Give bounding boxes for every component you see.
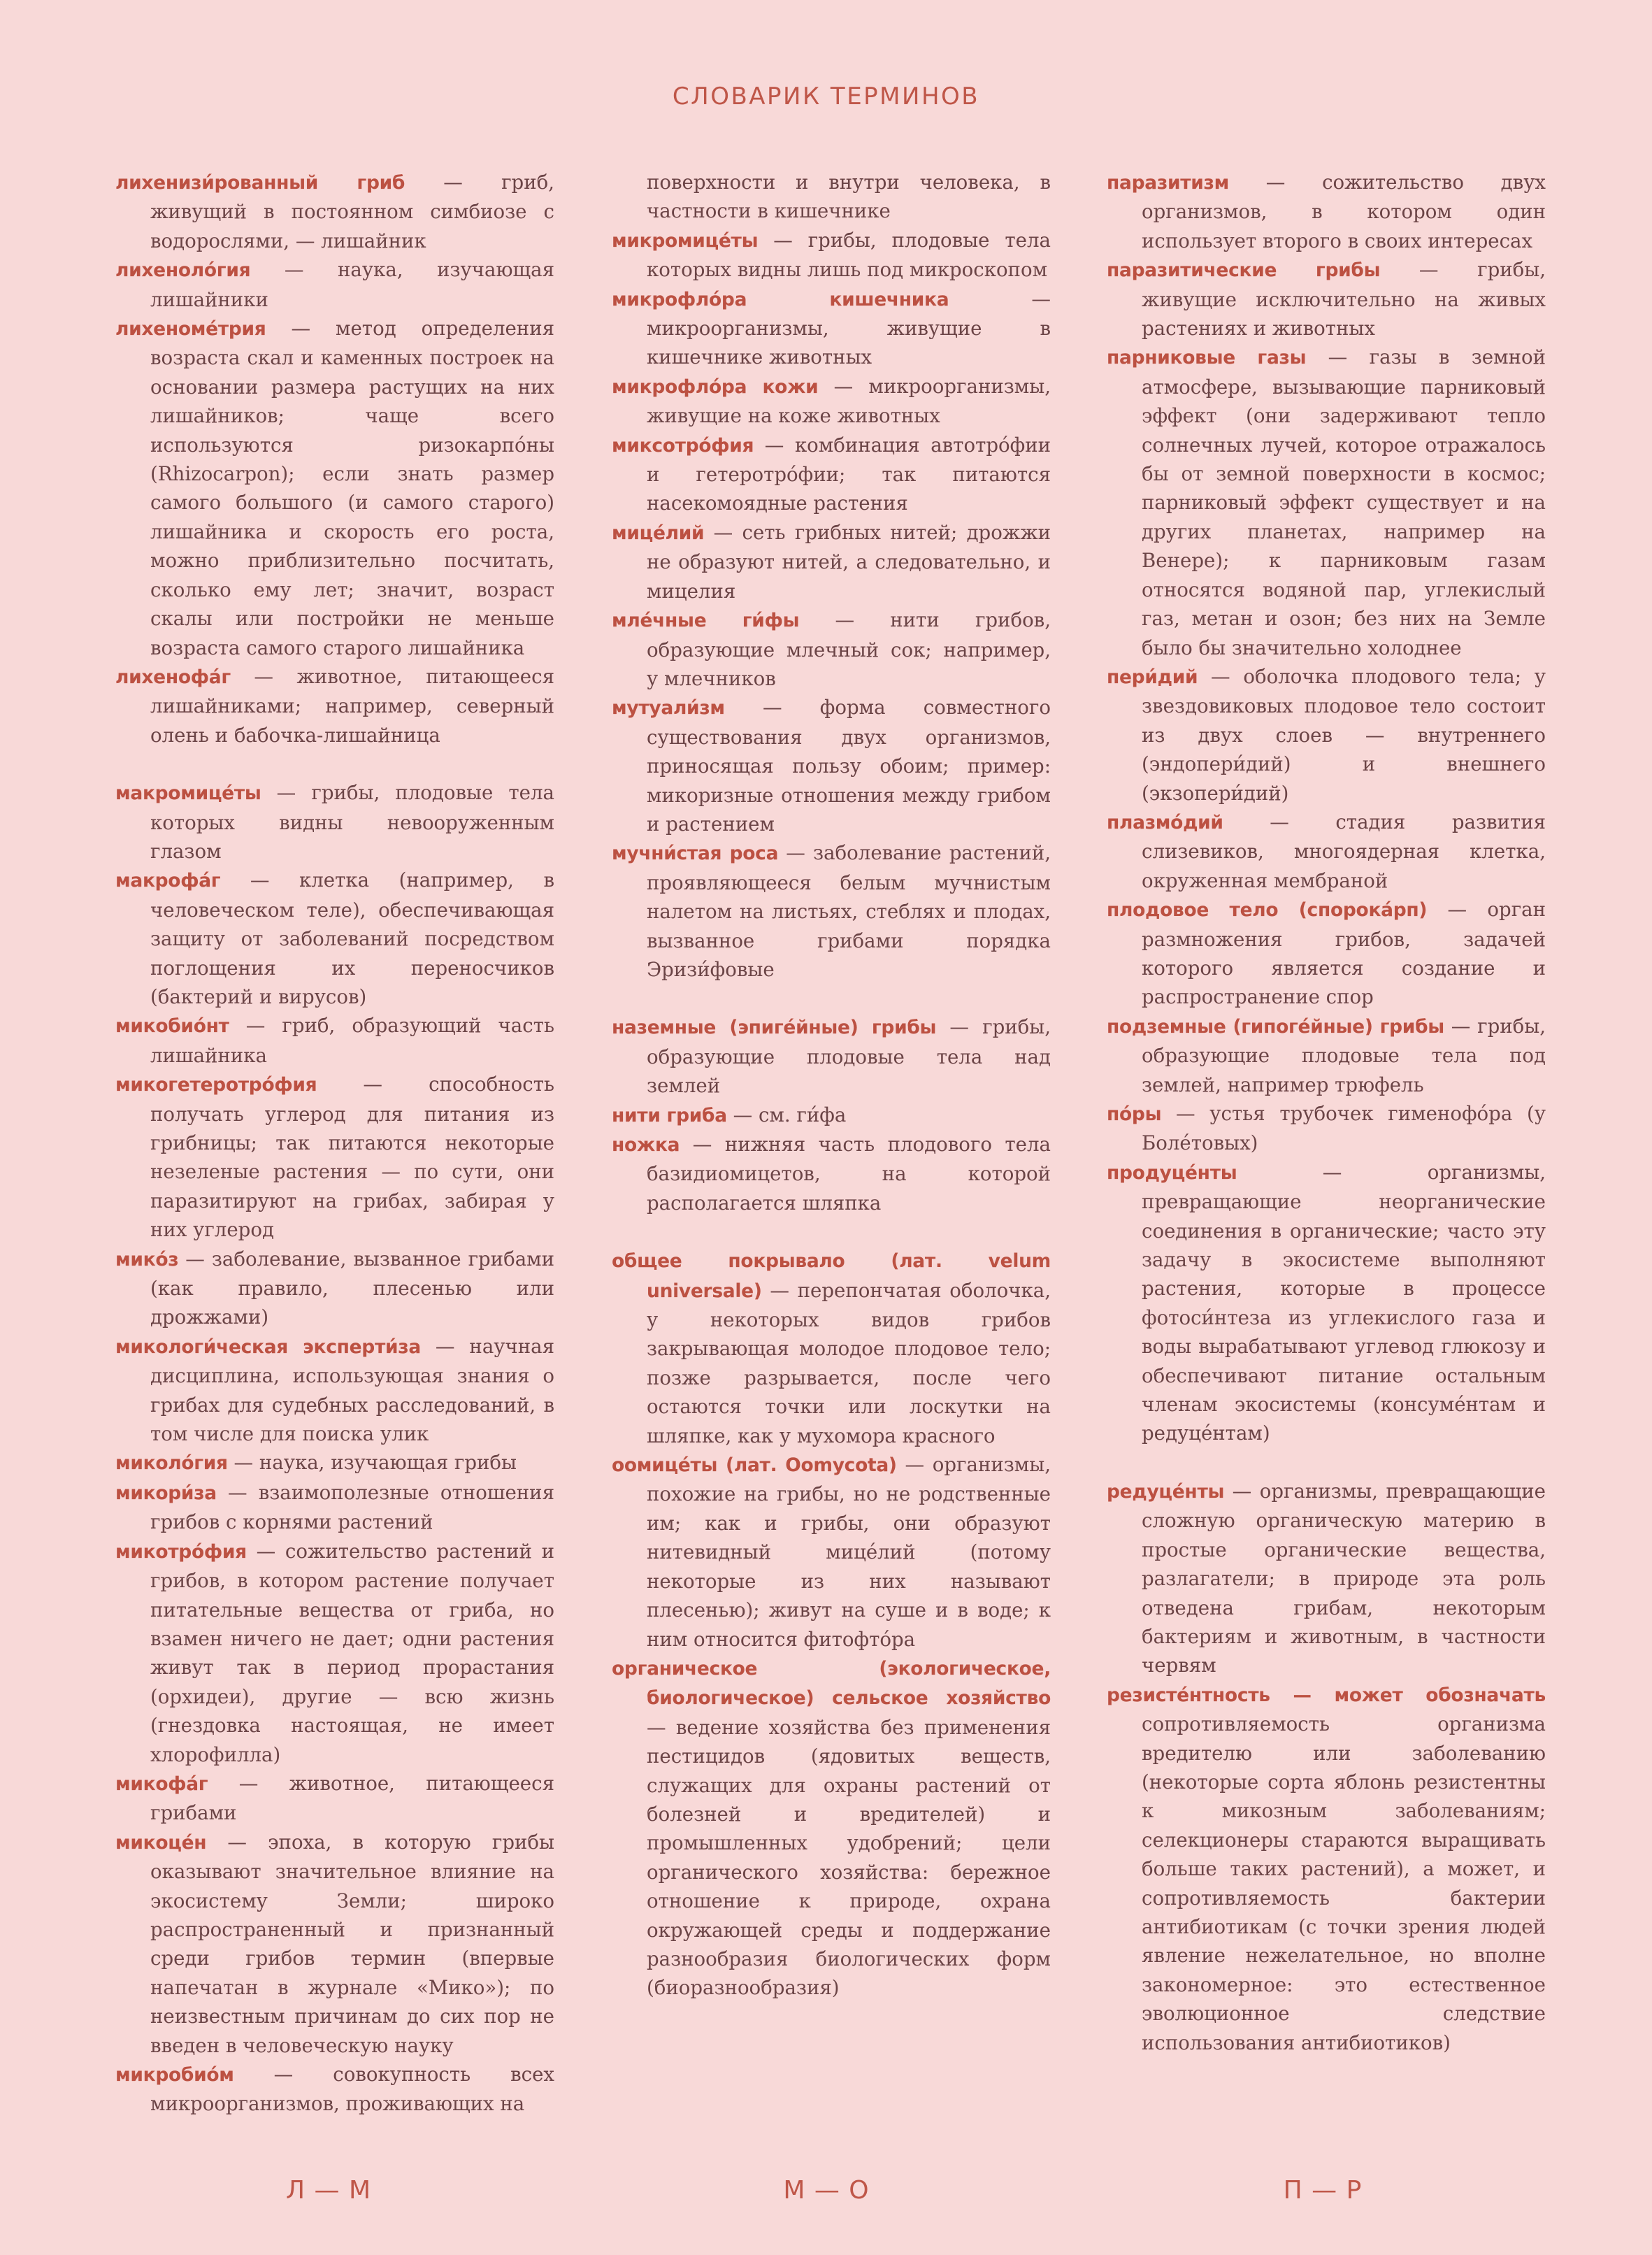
glossary-definition: — нижняя часть плодового тела базидиомицетов, на которой располагается шляпка	[647, 1133, 1051, 1215]
glossary-definition: — заболевание, вызванное грибами (как правило, плесенью или дрожжами)	[150, 1247, 554, 1329]
glossary-entry	[115, 1011, 554, 1070]
glossary-term: паразитизм	[1107, 172, 1229, 194]
glossary-term: редуце́нты	[1107, 1480, 1225, 1503]
glossary-definition: — грибы, образующие плодовые тела над землей	[647, 1015, 1051, 1098]
glossary-entry	[115, 255, 554, 314]
footer-range-left: Л — М	[285, 2176, 372, 2205]
glossary-term: микобио́нт	[115, 1015, 229, 1038]
glossary-definition: — оболочка плодового тела; у звездовиковых плодовое тело состоит из двух слоев — внутреннего (эндопери́дий) и внешнего (экзопери́дий)	[1142, 664, 1546, 805]
glossary-entry	[612, 693, 1051, 838]
glossary-entry	[1107, 895, 1546, 1012]
glossary-entry	[1107, 1680, 1546, 2057]
glossary-definition: — форма совместного существования двух организмов, приносящая пользу обоим; пример: микоризные отношения между грибом и растением	[647, 696, 1051, 836]
glossary-term: наземные (эпиге́йные) грибы	[612, 1017, 937, 1039]
glossary-term: плодовое тело (спорока́рп)	[1107, 899, 1428, 922]
glossary-entry	[115, 2060, 554, 2119]
glossary-term: лихенизи́рованный гриб	[115, 172, 405, 194]
glossary-definition: — гриб, образующий часть лишайника	[150, 1014, 554, 1067]
glossary-definition: — грибы, плодовые тела которых видны невооруженным глазом	[150, 781, 554, 863]
glossary-term: микотро́фия	[115, 1540, 247, 1563]
glossary-definition: — наука, изучающая грибы	[227, 1451, 517, 1475]
glossary-term: микори́за	[115, 1482, 217, 1504]
glossary-term: мико́з	[115, 1248, 179, 1270]
glossary-entry	[115, 866, 554, 1011]
glossary-term: миксотро́фия	[612, 434, 754, 457]
glossary-definition: — газы в земной атмосфере, вызывающие парниковый эффект (они задерживают тепло солнечных лучей, которое отражалось бы от земной поверхности в космос; парниковый эффект существует и на других планетах, например на Венере); к парниковым газам относятся водяной пар, углекислый газ, метан и озон; без них на Земле было бы значительно холоднее	[1142, 345, 1546, 659]
glossary-entry	[612, 1101, 1051, 1130]
glossary-term: подземные (гипоге́йные) грибы	[1107, 1015, 1444, 1038]
glossary-term: мице́лий	[612, 522, 705, 544]
glossary-term: микрофло́ра кишечника	[612, 288, 949, 310]
glossary-entry	[612, 1130, 1051, 1217]
glossary-definition: — грибы, образующие плодовые тела под землей, например трюфель	[1142, 1014, 1546, 1096]
glossary-entry	[115, 1478, 554, 1537]
glossary-entry	[612, 1012, 1051, 1100]
glossary-column-3	[1107, 168, 1546, 2057]
glossary-term: лихеноме́трия	[115, 318, 266, 341]
glossary-term: продуце́нты	[1107, 1161, 1237, 1184]
glossary-column-2	[612, 168, 1051, 2003]
glossary-definition: — животное, питающееся грибами	[150, 1771, 554, 1825]
glossary-term: органическое (экологическое, биологическое) сельское хозяйство	[612, 1657, 1051, 1710]
glossary-entry	[1107, 808, 1546, 895]
glossary-term: макромице́ты	[115, 782, 261, 805]
glossary-definition: — взаимополезные отношения грибов с корнями растений	[150, 1480, 554, 1534]
glossary-term: паразитические грибы	[1107, 259, 1381, 282]
glossary-definition: — сожительство растений и грибов, в котором растение получает питательные вещества от гриба, но взамен ничего не дает; одни растения живут так в период прорастания (орхидеи), другие — всю жизнь (гнездовка настоящая, не имеет хлорофилла)	[150, 1539, 554, 1766]
glossary-entry	[612, 838, 1051, 984]
glossary-definition: — ведение хозяйства без применения пестицидов (ядовитых веществ, служащих для охраны растений от болезней и вредителей) и промышленных удобрений; цели органического хозяйства: бережное отношение к природе, охрана окружающей среды и поддержание разнообразия биологических форм (биоразнообразия)	[647, 1715, 1051, 2000]
glossary-entry	[1107, 1012, 1546, 1099]
glossary-term: микоце́н	[115, 1831, 207, 1854]
glossary-entry	[612, 1654, 1051, 2003]
glossary-continuation: поверхности и внутри человека, в частности в кишечнике	[647, 171, 1051, 223]
glossary-column-1	[115, 168, 554, 2119]
glossary-definition: — грибы, плодовые тела которых видны лишь под микроскопом	[647, 228, 1051, 282]
glossary-entry	[115, 1448, 554, 1477]
glossary-entry	[612, 431, 1051, 518]
glossary-definition: — животное, питающееся лишайниками; например, северный олень и бабочка-лишайница	[150, 664, 554, 747]
glossary-definition: сопротивляемость организма вредителю или заболеванию (некоторые сорта яблонь резистентны к микозным заболеваниям; селекционеры стараются выращивать больше таких растений), а может, и сопротивляемость бактерии антибиотикам (с точки зрения людей явление нежелательное, но вполне закономерное: это естественное эволюционное следствие использования антибиотиков)	[1142, 1712, 1546, 2054]
glossary-entry	[1107, 343, 1546, 661]
glossary-entry	[115, 1828, 554, 2060]
glossary-definition: — организмы, превращающие сложную органическую материю в простые органические вещества, разлагатели; в природе эта роль отведена грибам, некоторым бактериям и животным, в частности червям	[1142, 1479, 1546, 1677]
glossary-entry	[115, 778, 554, 866]
glossary-definition: — комбинация автотро́фии и гетеротро́фии; так питаются насекомоядные растения	[647, 433, 1051, 515]
glossary-definition: — перепончатая оболочка, у некоторых видов грибов закрывающая молодое плодовое тело; позже разрывается, после чего остаются точки или лоскутки на шляпке, как у мухомора красного	[647, 1278, 1051, 1447]
footer-range-middle: М — О	[783, 2176, 870, 2205]
glossary-entry	[115, 1769, 554, 1828]
glossary-definition: — микроорганизмы, живущие на коже животных	[647, 374, 1051, 428]
glossary-definition: — организмы, похожие на грибы, но не родственные им; как и грибы, они образуют нитевидный мице́лий (потому некоторые из них называют плесенью); живут на суше и в воде; к ним относится фитофто́ра	[647, 1453, 1051, 1651]
glossary-entry	[1107, 1099, 1546, 1158]
glossary-entry	[612, 372, 1051, 431]
glossary-term: плазмо́дий	[1107, 811, 1223, 833]
glossary-entry	[115, 662, 554, 750]
glossary-definition: — орган размножения грибов, задачей которого является создание и распространение спор	[1142, 898, 1546, 1009]
glossary-entry	[115, 168, 554, 255]
glossary-definition: — см. ги́фа	[726, 1103, 847, 1126]
glossary-term: микрофло́ра кожи	[612, 375, 819, 398]
glossary-term: мле́чные ги́фы	[612, 610, 800, 632]
glossary-definition: — грибы, живущие исключительно на живых растениях и животных	[1142, 258, 1546, 341]
glossary-definition: — научная дисциплина, использующая знания о грибах для судебных расследований, в том числе для поиска улик	[150, 1334, 554, 1446]
glossary-term: ножка	[612, 1134, 680, 1156]
glossary-term: резисте́нтность — может обозначать	[1107, 1684, 1546, 1706]
glossary-term: по́ры	[1107, 1103, 1162, 1125]
glossary-entry	[1107, 255, 1546, 343]
glossary-entry	[612, 1246, 1051, 1450]
glossary-entry	[115, 1332, 554, 1449]
glossary-entry	[1107, 1158, 1546, 1448]
glossary-entry	[612, 518, 1051, 606]
glossary-term: микробио́м	[115, 2064, 234, 2086]
glossary-term: мутуали́зм	[612, 697, 725, 720]
glossary-entry	[612, 226, 1051, 285]
glossary-definition: — эпоха, в которую грибы оказывают значительное влияние на экосистему Земли; широко распространенный и признанный среди грибов термин (впервые напечатан в журнале «Мико»); по неизвестным причинам до сих пор не введен в человеческую науку	[150, 1830, 554, 2057]
glossary-entry	[115, 1070, 554, 1244]
glossary-term: миколо́гия	[115, 1452, 228, 1475]
glossary-definition: — микроорганизмы, живущие в кишечнике животных	[647, 287, 1051, 369]
glossary-definition: — нити грибов, образующие млечный сок; например, у млечников	[647, 608, 1051, 690]
glossary-term: оомице́ты (лат. Oomycota)	[612, 1454, 897, 1477]
glossary-term: нити гриба	[612, 1104, 727, 1126]
glossary-entry	[115, 314, 554, 662]
glossary-entry	[115, 1245, 554, 1332]
glossary-definition: — стадия развития слизевиков, многоядерная клетка, окруженная мембраной	[1142, 810, 1546, 892]
glossary-entry	[612, 1450, 1051, 1654]
glossary-entry	[115, 1537, 554, 1769]
glossary-definition: — совокупность всех микроорганизмов, проживающих на	[150, 2063, 554, 2116]
glossary-definition: — заболевание растений, проявляющееся белым мучнистым налетом на листьях, стеблях и плодах, вызванное грибами порядка Эризи́фовые	[647, 841, 1051, 981]
glossary-definition: — способность получать углерод для питания из грибницы; так питаются некоторые незеленые растения — по сути, они паразитируют на грибах, забирая у них углерод	[150, 1073, 554, 1242]
glossary-entry	[1107, 168, 1546, 255]
glossary-term: мучни́стая роса	[612, 843, 779, 865]
glossary-term: микогетеротро́фия	[115, 1074, 317, 1096]
page-title: СЛОВАРИК ТЕРМИНОВ	[672, 83, 980, 110]
glossary-definition: — клетка (например, в человеческом теле), обеспечивающая защиту от заболеваний посредством поглощения их переносчиков (бактерий и вирусов)	[150, 868, 554, 1008]
glossary-definition: — сожительство двух организмов, в котором один использует второго в своих интересах	[1142, 171, 1546, 252]
glossary-entry	[1107, 1477, 1546, 1680]
glossary-entry	[612, 606, 1051, 693]
glossary-definition: — метод определения возраста скал и каменных построек на основании размера растущих на них лишайников; чаще всего используются ризокарпо́ны (Rhizocarpon); если знать размер самого большого (и самого старого) лишайника и скорость его роста, можно приблизительно посчитать, сколько ему лет; значит, возраст скалы или постройки не меньше возраста самого старого лишайника	[150, 317, 554, 659]
glossary-term: макрофа́г	[115, 870, 221, 892]
glossary-term: пери́дий	[1107, 666, 1198, 688]
glossary-entry	[612, 285, 1051, 372]
glossary-definition: — сеть грибных нитей; дрожжи не образуют нитей, а следовательно, и мицелия	[647, 520, 1051, 603]
glossary-definition: — гриб, живущий в постоянном симбиозе с водорослями, — лишайник	[150, 171, 554, 252]
glossary-term: парниковые газы	[1107, 347, 1307, 369]
glossary-term: микромице́ты	[612, 229, 759, 252]
glossary-term: микофа́г	[115, 1773, 208, 1795]
glossary-term: микологи́ческая эксперти́за	[115, 1336, 421, 1358]
footer-range-right: П — Р	[1283, 2176, 1363, 2205]
glossary-term: общее покрывало (лат. velum universale)	[612, 1250, 1051, 1302]
glossary-definition: — наука, изучающая лишайники	[150, 258, 554, 311]
glossary-entry	[1107, 662, 1546, 808]
glossary-term: лихенофа́г	[115, 666, 231, 688]
glossary-definition: — устья трубочек гименофо́ра (у Боле́товых)	[1142, 1102, 1546, 1155]
glossary-definition: — организмы, превращающие неорганические соединения в органические; часто эту задачу в экосистеме выполняют растения, которые в процессе фотоси́нтеза из углекислого газа и воды вырабатывают углевод глюкозу и обеспечивают питание остальным членам экосистемы (консуме́нтам и редуце́нтам)	[1142, 1160, 1546, 1445]
glossary-term: лихеноло́гия	[115, 259, 251, 282]
